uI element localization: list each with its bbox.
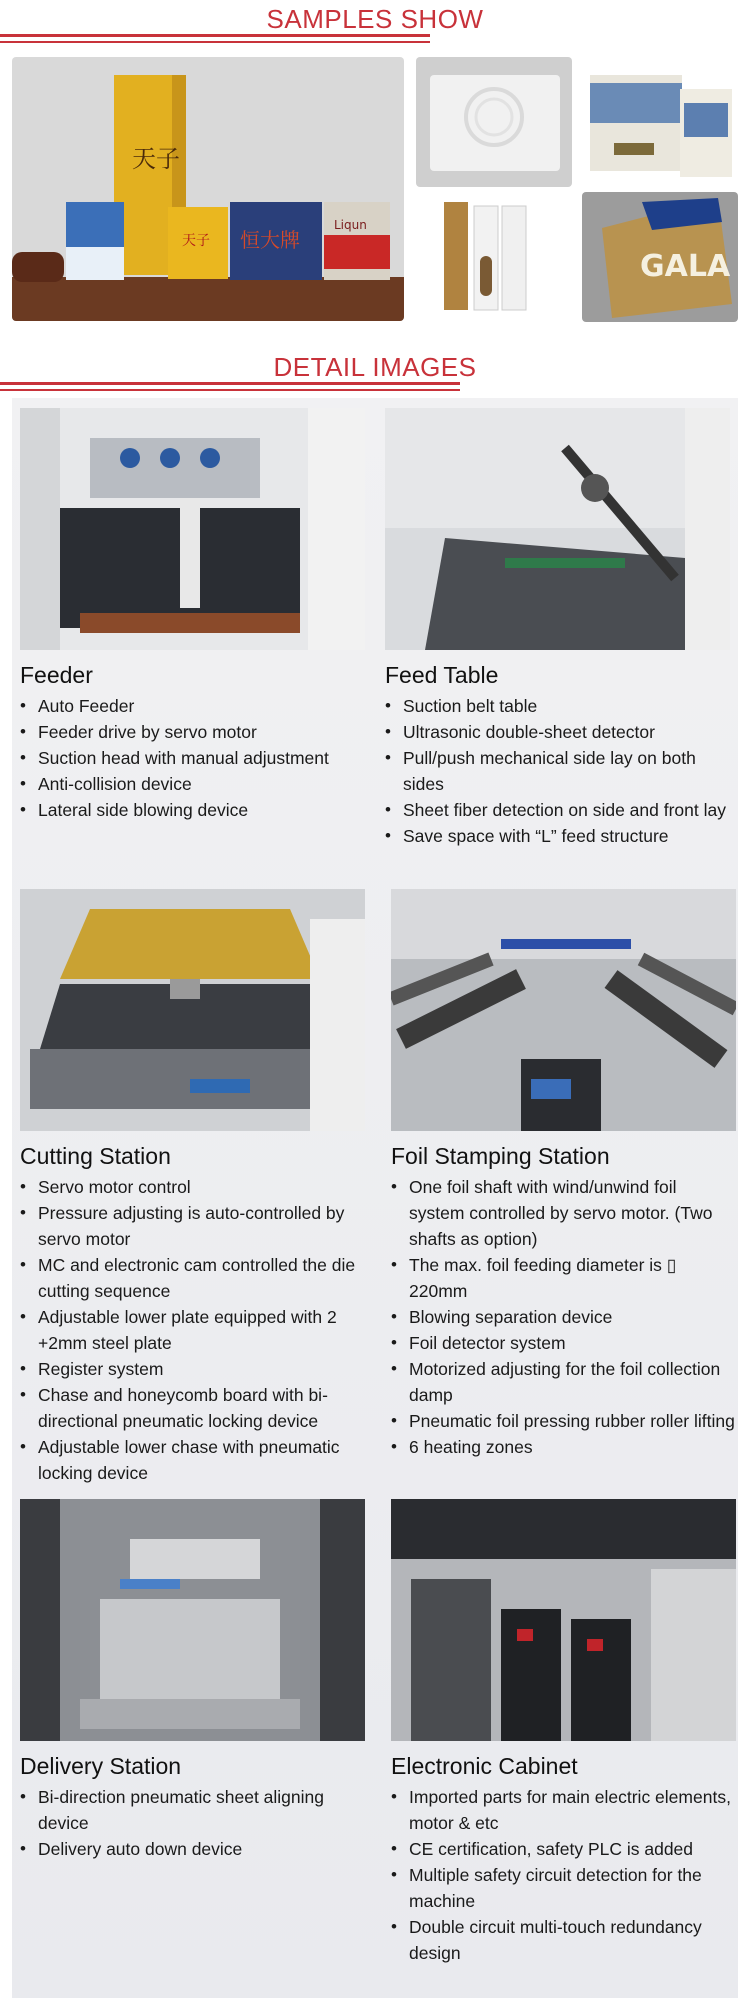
list-item: • Adjustable lower chase with pneumatic locking device	[20, 1434, 365, 1486]
list-item: • Lateral side blowing device	[20, 797, 365, 823]
list-item: • Imported parts for main electric elements, motor & etc	[391, 1784, 736, 1836]
feed-table-photo	[385, 408, 730, 650]
details-title-rule-2	[0, 389, 460, 391]
list-item: • MC and electronic cam controlled the die cutting sequence	[20, 1252, 365, 1304]
list-item: • Multiple safety circuit detection for the machine	[391, 1862, 736, 1914]
feature-list	[385, 693, 730, 849]
samples-title-rule	[0, 34, 430, 37]
list-item: • Chase and honeycomb board with bi-directional pneumatic locking device	[20, 1382, 365, 1434]
electronic-cabinet-photo	[391, 1499, 736, 1741]
feature-list	[20, 1174, 365, 1486]
detail-card-feed-table	[385, 408, 730, 849]
list-item: • Adjustable lower plate equipped with 2 +2mm steel plate	[20, 1304, 365, 1356]
list-item: • Pneumatic foil pressing rubber roller lifting	[391, 1408, 736, 1434]
samples-title-rule-2	[0, 41, 430, 43]
feature-list	[20, 1784, 365, 1862]
card-heading: Foil Stamping Station	[391, 1143, 610, 1169]
list-item: • Double circuit multi-touch redundancy design	[391, 1914, 736, 1966]
detail-card-foil-stamping	[391, 889, 736, 1460]
list-item: • Servo motor control	[20, 1174, 365, 1200]
detail-card-cutting-station	[20, 889, 365, 1486]
card-heading: Cutting Station	[20, 1143, 171, 1169]
list-item: • Ultrasonic double-sheet detector	[385, 719, 730, 745]
list-item: • Foil detector system	[391, 1330, 736, 1356]
cutting-station-photo	[20, 889, 365, 1131]
list-item: • Motorized adjusting for the foil collection damp	[391, 1356, 736, 1408]
list-item: • Blowing separation device	[391, 1304, 736, 1330]
card-heading: Delivery Station	[20, 1753, 182, 1779]
samples-title: SAMPLES SHOW	[266, 4, 484, 34]
list-item: • Register system	[20, 1356, 365, 1382]
svg-text:天子: 天子	[132, 145, 180, 173]
card-heading: Electronic Cabinet	[391, 1753, 578, 1779]
svg-text:天子: 天子	[182, 233, 210, 249]
delivery-station-photo	[20, 1499, 365, 1741]
details-title: DETAIL IMAGES	[273, 352, 477, 382]
svg-text:Liqun: Liqun	[334, 218, 367, 232]
detail-card-feeder	[20, 408, 365, 823]
card-heading: Feed Table	[385, 662, 499, 688]
list-item: • 6 heating zones	[391, 1434, 736, 1460]
feature-list	[391, 1174, 736, 1460]
list-item: • Pressure adjusting is auto-controlled by servo motor	[20, 1200, 365, 1252]
list-item: • Suction belt table	[385, 693, 730, 719]
list-item: • One foil shaft with wind/unwind foil system controlled by servo motor. (Two shafts as option)	[391, 1174, 736, 1252]
list-item: • Pull/push mechanical side lay on both sides	[385, 745, 730, 797]
list-item: • Sheet fiber detection on side and front lay	[385, 797, 730, 823]
list-item: • CE certification, safety PLC is added	[391, 1836, 736, 1862]
card-heading: Feeder	[20, 662, 93, 688]
list-item: • Bi-direction pneumatic sheet aligning device	[20, 1784, 365, 1836]
list-item: • Suction head with manual adjustment	[20, 745, 365, 771]
svg-text:GALA: GALA	[640, 249, 731, 284]
sample-photo-gala-box	[582, 192, 738, 322]
sample-photo-wine-boxes	[416, 196, 572, 321]
list-item: • Feeder drive by servo motor	[20, 719, 365, 745]
feature-list	[391, 1784, 736, 1966]
sample-photo-gift-boxes	[584, 57, 740, 187]
sample-photo-boxes	[12, 57, 404, 321]
sample-photo-embossed-card	[416, 57, 572, 187]
feature-list	[20, 693, 365, 823]
list-item: • Auto Feeder	[20, 693, 365, 719]
detail-card-electronic-cabinet	[391, 1499, 736, 1966]
foil-stamping-photo	[391, 889, 736, 1131]
list-item: • The max. foil feeding diameter is ▯ 220mm	[391, 1252, 736, 1304]
list-item: • Delivery auto down device	[20, 1836, 365, 1862]
list-item: • Save space with “L” feed structure	[385, 823, 730, 849]
detail-card-delivery-station	[20, 1499, 365, 1862]
svg-text:恒大牌: 恒大牌	[240, 228, 300, 252]
feeder-photo	[20, 408, 365, 650]
list-item: • Anti-collision device	[20, 771, 365, 797]
details-title-rule	[0, 382, 460, 385]
